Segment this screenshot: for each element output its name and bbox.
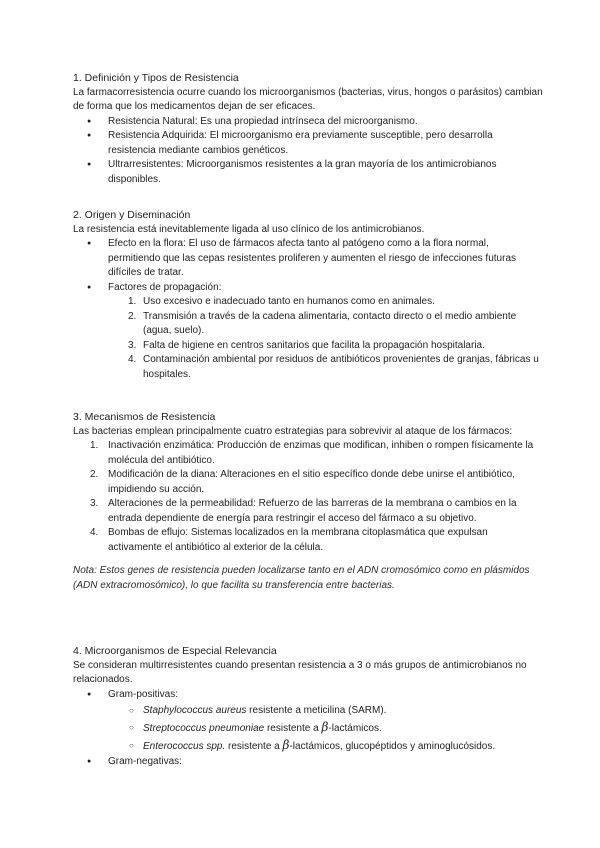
list-text: Bombas de eflujo: Sistemas localizados en la membrana citoplasmática que expulsan activamente el antibiótico al exterior de la célula. bbox=[108, 527, 488, 553]
bullet-list bbox=[73, 237, 543, 295]
list-item: ● Resistencia Natural: Es una propiedad intrínseca del microorganismo. bbox=[73, 115, 543, 130]
list-item bbox=[73, 702, 543, 719]
list-number: 3. bbox=[90, 498, 99, 509]
list-text: Alteraciones de la permeabilidad: Refuerzo de las barreras de la membrana o cambios en la entrada dependiente de energía para restringir el acceso del fármaco a su objetivo. bbox=[108, 498, 517, 524]
list-text: resistente a bbox=[225, 741, 283, 752]
list-item: ● Ultrarresistentes: Microorganismos resistentes a la gran mayoría de los antimicrobianos disponibles. bbox=[73, 158, 543, 187]
list-item bbox=[73, 295, 543, 310]
list-number: 1. bbox=[128, 296, 137, 307]
list-number: 2. bbox=[90, 469, 99, 480]
sub-bullet-list bbox=[73, 702, 543, 755]
section-intro: Se consideran multirresistentes cuando presentan resistencia a 3 o más grupos de antimicrobianos no relacionados. bbox=[73, 659, 527, 685]
list-text: resistente a bbox=[264, 723, 322, 734]
list-item bbox=[73, 339, 543, 354]
list-item: ● Gram-positivas: bbox=[73, 688, 543, 703]
list-text: -lactámicos, glucopéptidos y aminoglucósidos. bbox=[289, 741, 496, 752]
section-microorganismos bbox=[73, 644, 543, 770]
list-number: 4. bbox=[128, 354, 137, 365]
circle-bullet-icon: ○ bbox=[129, 723, 134, 732]
bullet-list bbox=[73, 688, 543, 703]
beta-symbol: β bbox=[321, 720, 329, 734]
section-intro: Las bacterias emplean principalmente cuatro estrategias para sobrevivir al ataque de los fármacos: bbox=[73, 425, 513, 437]
section-heading: 4. Microorganismos de Especial Relevancia bbox=[73, 645, 277, 657]
list-text: Inactivación enzimática: Producción de enzimas que modifican, inhiben o rompen físicamente la molécula del antibiótico. bbox=[108, 440, 534, 466]
section-intro: La resistencia está inevitablemente ligada al uso clínico de los antimicrobianos. bbox=[73, 223, 425, 235]
list-item bbox=[73, 310, 543, 339]
list-text: Modificación de la diana: Alteraciones en el sitio específico donde debe unirse el antibiótico, impidiendo su acción. bbox=[108, 469, 515, 495]
list-item: ● Factores de propagación: bbox=[73, 281, 543, 296]
list-text: Contaminación ambiental por residuos de antibióticos provenientes de granjas, fábricas u hospitales. bbox=[143, 354, 539, 380]
list-text: resistente a meticilina (SARM). bbox=[246, 705, 387, 716]
numbered-list bbox=[73, 439, 543, 555]
list-number: 4. bbox=[90, 527, 99, 538]
numbered-list bbox=[73, 295, 543, 382]
list-item: ● Resistencia Adquirida: El microorganismo era previamente susceptible, pero desarrolla resistencia mediante cambios genéticos. bbox=[73, 129, 543, 158]
circle-bullet-icon: ○ bbox=[129, 706, 134, 715]
section-heading: 3. Mecanismos de Resistencia bbox=[73, 411, 216, 423]
list-item: ● Efecto en la flora: El uso de fármacos afecta tanto al patógeno como a la flora normal, permitiendo que las cepas resistentes proliferen y aumenten el riesgo de infecciones futuras difíciles de tratar. bbox=[73, 237, 543, 281]
list-item bbox=[73, 497, 543, 526]
bullet-list bbox=[73, 115, 543, 188]
list-number: 1. bbox=[90, 440, 99, 451]
species-name: Enterococcus spp. bbox=[143, 741, 226, 752]
section-heading: 2. Origen y Diseminación bbox=[73, 209, 191, 221]
list-item: ● Gram-negativas: bbox=[73, 755, 543, 770]
list-text: Transmisión a través de la cadena alimentaria, contacto directo o el medio ambiente (agua, suelo). bbox=[143, 310, 517, 336]
section-mecanismos bbox=[73, 410, 543, 593]
species-name: Streptococcus pneumoniae bbox=[143, 723, 265, 734]
section-heading: 1. Definición y Tipos de Resistencia bbox=[73, 72, 239, 84]
section-intro: La farmacorresistencia ocurre cuando los microorganismos (bacterias, virus, hongos o parásitos) cambian de forma que los medicamentos dejan de ser eficaces. bbox=[73, 86, 543, 112]
list-number: 2. bbox=[128, 310, 137, 322]
beta-symbol: β bbox=[282, 738, 290, 752]
circle-bullet-icon: ○ bbox=[129, 741, 134, 750]
list-number: 3. bbox=[128, 339, 137, 351]
section-origen bbox=[73, 208, 543, 382]
list-item bbox=[73, 353, 543, 382]
list-text: Uso excesivo e inadecuado tanto en humanos como en animales. bbox=[143, 296, 435, 307]
list-text: -lactámicos. bbox=[328, 723, 382, 734]
list-item bbox=[73, 468, 543, 497]
bullet-list bbox=[73, 755, 543, 770]
species-name: Staphylococcus aureus bbox=[143, 705, 247, 716]
list-item bbox=[73, 439, 543, 468]
italic-note: Nota: Estos genes de resistencia pueden localizarse tanto en el ADN cromosómico como en plásmidos (ADN extracromosómico), lo que facilita su transferencia entre bacterias. bbox=[73, 565, 530, 591]
list-item bbox=[73, 719, 543, 737]
list-text: Falta de higiene en centros sanitarios que facilita la propagación hospitalaria. bbox=[143, 339, 485, 351]
list-item bbox=[73, 737, 543, 755]
list-item bbox=[73, 526, 543, 555]
section-definicion bbox=[73, 71, 543, 187]
